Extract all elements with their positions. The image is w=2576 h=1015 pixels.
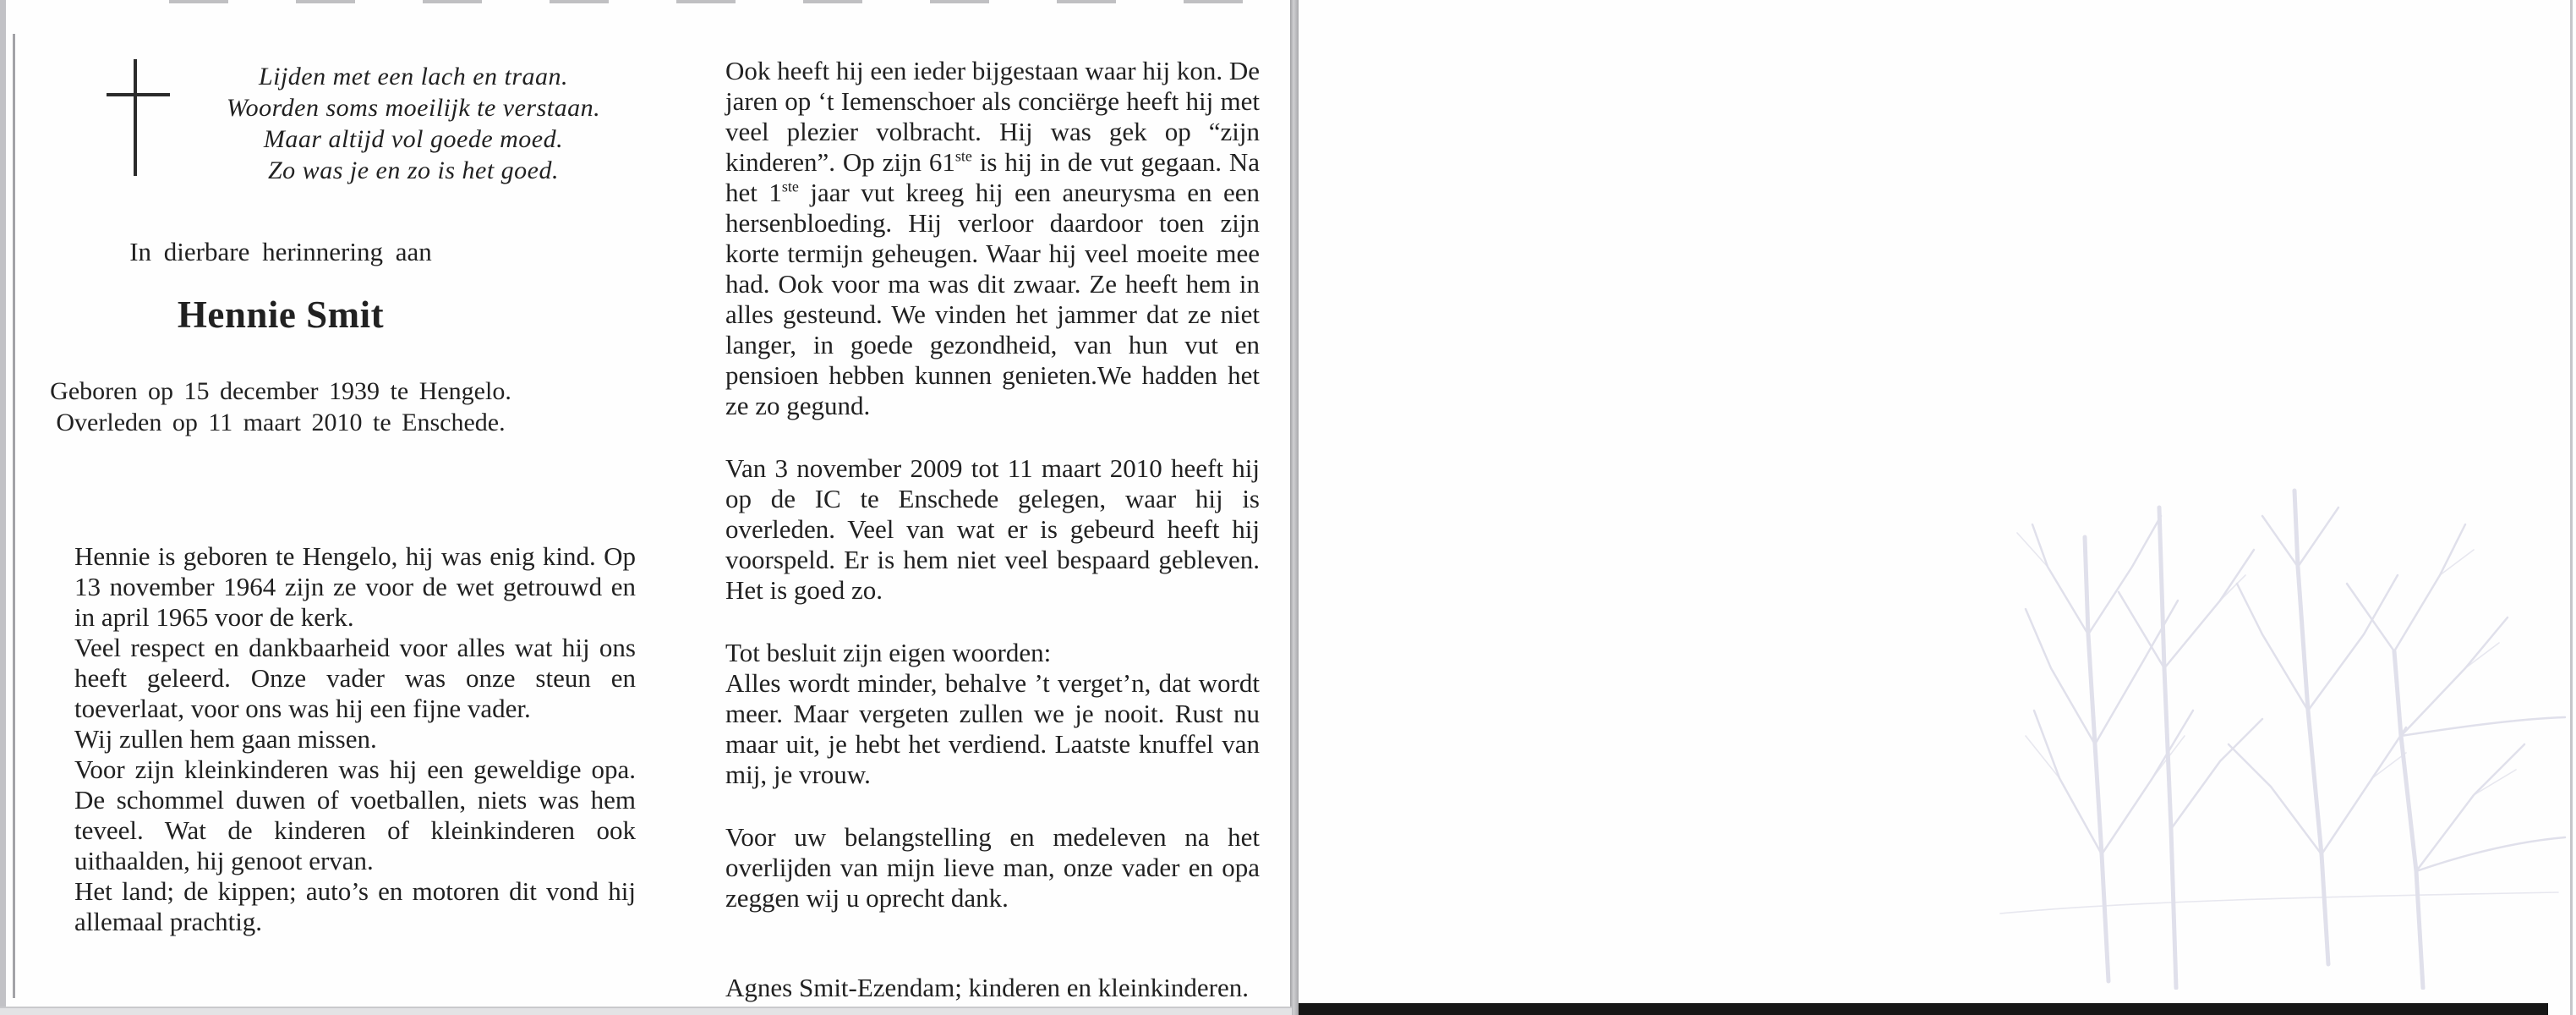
scan-edge-left <box>0 0 6 1015</box>
body-paragraph: Agnes Smit-Ezendam; kinderen en kleinkinderen. <box>725 973 1249 1002</box>
death-date-line: Overleden op 11 maart 2010 te Enschede. <box>56 409 506 436</box>
cross-icon-vertical-bar <box>134 59 137 176</box>
opening-poem <box>193 61 634 186</box>
body-paragraph: Veel respect en dankbaarheid voor alles wat hij ons heeft geleerd. Onze vader was onze steun en toeverlaat, voor ons was hij een fijne vader. <box>74 633 636 723</box>
poem-line: Woorden soms moeilijk te verstaan. <box>226 94 601 122</box>
body-paragraph: Hennie is geboren te Hengelo, hij was enig kind. Op 13 november 1964 zijn ze voor de wet getrouwd en in april 1965 voor de kerk. <box>74 541 636 632</box>
poem-line: Maar altijd vol goede moed. <box>263 125 564 153</box>
body-paragraph: Wij zullen hem gaan missen. <box>74 724 377 754</box>
scan-edge-top <box>169 0 1293 3</box>
body-paragraph: Voor uw belangstelling en medeleven na het overlijden van mijn lieve man, onze vader en opa zeggen wij u oprecht dank. <box>725 822 1260 913</box>
birth-death-dates <box>49 376 512 438</box>
body-paragraph: Het land; de kippen; auto’s en motoren dit vond hij allemaal prachtig. <box>74 876 636 936</box>
birth-date-line: Geboren op 15 december 1939 te Hengelo. <box>50 377 511 405</box>
winter-trees-image <box>1966 457 2567 990</box>
card-right-page <box>1299 0 2576 1015</box>
scan-edge-bottom-left <box>0 1007 1292 1015</box>
scan-edge-left-line <box>13 34 15 998</box>
poem-line: Lijden met een lach en traan. <box>258 63 569 91</box>
page-fold-divider <box>1290 0 1299 1015</box>
deceased-name: Hennie Smit <box>177 294 385 336</box>
memorial-intro: In dierbare herinnering aan <box>129 237 432 266</box>
body-paragraph: Ook heeft hij een ieder bijgestaan waar hij kon. De jaren op ‘t Iemenschoer als conciërge heeft hij met veel plezier volbracht. Hij was gek op “zijn kinderen”. Op zijn 61ste is hij in de vut gegaan. Na het 1ste jaar vut kreeg hij een aneurysma en een hersenbloeding. Hij verloor daardoor toen zijn korte termijn geheugen. Waar hij veel moeite mee had. Ook voor ma was dit zwaar. Ze heeft hem in alles gesteund. We vinden het jammer dat ze niet langer, in goede gezondheid, van hun vut en pensioen hebben kunnen genieten.We hadden het ze zo gegund. <box>725 56 1261 420</box>
body-paragraph: Van 3 november 2009 tot 11 maart 2010 heeft hij op de IC te Enschede gelegen, waar hij is overleden. Veel van wat er is gebeurd heeft hij voorspeld. Er is hem niet veel bespaard gebleven. Het is goed zo. <box>725 453 1260 605</box>
scan-edge-bottom-right <box>1299 1003 2548 1015</box>
body-text-column-2 <box>725 56 1260 1003</box>
poem-line: Zo was je en zo is het goed. <box>268 156 559 184</box>
body-paragraph: Tot besluit zijn eigen woorden: Alles wordt minder, behalve ’t verget’n, dat wordt meer. Maar vergeten zullen we je nooit. Rust nu maar uit, je hebt het verdiend. Laatste knuffel van mij, je vrouw. <box>725 638 1260 789</box>
body-paragraph: Voor zijn kleinkinderen was hij een geweldige opa. De schommel duwen of voetballen, niets was hem teveel. Wat de kinderen of kleinkinderen ook uithaalden, hij genoot ervan. <box>74 754 636 875</box>
body-text-column-1 <box>74 541 636 937</box>
scan-edge-right <box>2570 0 2573 1015</box>
cross-icon-horizontal-bar <box>107 93 170 96</box>
